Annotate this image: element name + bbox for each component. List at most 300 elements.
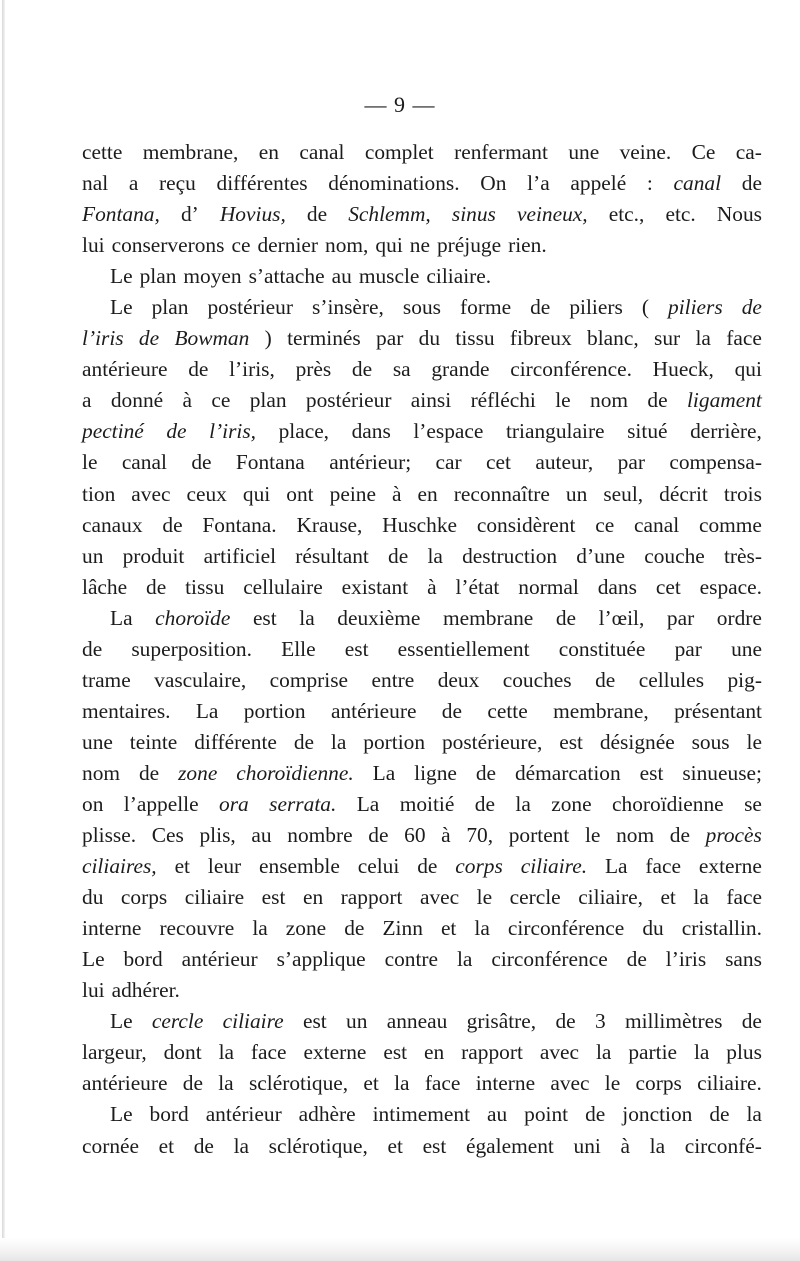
italic-word: ciliaires,	[82, 854, 157, 879]
word: est	[383, 1040, 408, 1065]
word: Le	[110, 295, 133, 320]
word: une	[568, 140, 600, 164]
word: La	[372, 760, 396, 785]
word: différentes	[216, 171, 308, 196]
word: de	[417, 854, 438, 879]
text-line	[82, 1134, 762, 1165]
word: (	[641, 295, 649, 320]
word: la	[595, 1040, 612, 1065]
italic-word: zone	[178, 760, 218, 785]
word: un	[346, 1009, 368, 1034]
word: produit	[122, 543, 185, 568]
word: et	[440, 916, 457, 941]
word: sous	[402, 295, 441, 320]
text-line	[82, 575, 762, 606]
word: est	[422, 1133, 447, 1158]
word: le	[476, 885, 493, 910]
word: jonction	[622, 1102, 693, 1127]
page-left-edge	[2, 0, 5, 1261]
word: grande	[431, 357, 490, 382]
word: Ce	[691, 140, 716, 164]
word: de	[306, 202, 328, 227]
word: canaux	[82, 512, 143, 537]
word: la	[218, 1071, 234, 1096]
word: ont	[286, 481, 314, 506]
word: décrit	[659, 481, 708, 506]
word: la	[427, 543, 443, 568]
word: sinueuse;	[682, 760, 762, 785]
word: sclérotique,	[248, 1071, 349, 1096]
word: 70,	[466, 823, 494, 848]
word: La	[195, 698, 219, 723]
italic-word: veineux,	[516, 202, 588, 227]
word: cette	[82, 140, 123, 164]
word: Le	[82, 947, 105, 972]
word: ciliaire	[184, 885, 245, 910]
text-line	[82, 202, 762, 233]
word: choroïdienne	[612, 791, 724, 816]
word: cellulaire	[243, 574, 323, 599]
word: cristallin.	[681, 916, 762, 941]
text-line	[82, 295, 762, 326]
word: ciliaire.	[426, 264, 492, 289]
word: ne	[409, 233, 430, 258]
word: le	[604, 1071, 621, 1096]
text-line	[82, 668, 762, 699]
word: forme	[460, 295, 512, 320]
word: une	[82, 729, 113, 754]
word: dont	[163, 1040, 202, 1065]
word: du	[82, 885, 104, 910]
word: l’iris	[665, 947, 707, 972]
word: blanc,	[587, 326, 639, 351]
word: de	[555, 605, 577, 630]
word: plus	[726, 1040, 762, 1065]
word: à	[391, 481, 402, 506]
word: nom	[590, 388, 629, 413]
word: de	[344, 916, 365, 941]
word: circonférence.	[510, 357, 632, 382]
word: Hueck,	[652, 357, 714, 382]
text-line	[82, 730, 762, 761]
word: anneau	[386, 1009, 448, 1034]
word: le	[555, 388, 571, 413]
word: de	[191, 450, 212, 475]
word: canal	[299, 140, 345, 164]
word: et	[387, 1133, 403, 1158]
italic-word: l’iris	[82, 326, 124, 351]
word: d’une	[576, 543, 626, 568]
word: est	[252, 605, 277, 630]
word: antérieur	[181, 947, 258, 972]
word: est	[344, 636, 369, 661]
word: différente	[194, 729, 277, 754]
word: avec	[419, 885, 460, 910]
text-line	[82, 947, 762, 978]
word: par	[674, 636, 702, 661]
word: grisâtre,	[466, 1009, 537, 1034]
word: de	[188, 357, 209, 382]
word: corps	[120, 885, 168, 910]
word: de	[441, 698, 462, 723]
word: du	[642, 916, 664, 941]
word: cet	[486, 450, 511, 475]
word: corps	[635, 1071, 682, 1096]
word: de	[351, 357, 373, 382]
italic-word: choroïde	[155, 605, 231, 630]
word: adhérer.	[111, 978, 180, 1003]
word: considèrent	[476, 512, 576, 537]
word: ainsi	[410, 388, 452, 413]
word: sans	[725, 947, 762, 972]
word: espace.	[699, 574, 762, 599]
word: veine.	[619, 140, 672, 164]
word: Fontana	[235, 450, 305, 475]
word: Fontana.	[202, 512, 277, 537]
word: dénominations.	[328, 171, 460, 196]
word: 60	[404, 823, 426, 848]
word: démarcation	[514, 760, 621, 785]
word: appelé	[570, 171, 627, 196]
word: a	[128, 171, 139, 196]
word: un	[82, 543, 104, 568]
word: artificiel	[203, 543, 277, 568]
word: près	[295, 357, 332, 382]
word: de	[709, 1102, 730, 1127]
word: ensemble	[259, 854, 340, 879]
text-line	[82, 419, 762, 450]
word: deuxième	[337, 605, 421, 630]
word: de	[530, 295, 551, 320]
word: La	[110, 605, 133, 630]
word: pig-	[727, 667, 762, 692]
text-line	[82, 792, 762, 823]
word: postérieure,	[441, 729, 543, 754]
word: partie	[628, 1040, 678, 1065]
text-line	[82, 482, 762, 513]
word: point	[524, 1102, 569, 1127]
word: teinte	[129, 729, 178, 754]
word: qui	[375, 233, 403, 258]
text-line	[82, 171, 762, 202]
word: la	[456, 947, 473, 972]
text-line	[82, 326, 762, 357]
word: auteur,	[535, 450, 594, 475]
word: le	[584, 823, 601, 848]
word: un	[565, 481, 588, 506]
word: dernier	[257, 233, 319, 258]
text-line	[82, 513, 762, 544]
word: deux	[437, 667, 480, 692]
word: adhère	[298, 1102, 356, 1127]
word: en	[424, 1040, 445, 1065]
word: et	[158, 1133, 175, 1158]
word: la	[693, 1040, 710, 1065]
italic-word: de	[741, 295, 762, 320]
italic-word: sinus	[451, 202, 496, 227]
word: reconnaître	[453, 481, 550, 506]
word: de	[474, 791, 495, 816]
word: présentant	[674, 698, 762, 723]
word: de	[555, 1009, 576, 1034]
word: :	[646, 171, 653, 196]
word: sous	[691, 729, 730, 754]
word: terminés	[287, 326, 361, 351]
word: l’a	[527, 171, 550, 196]
word: la	[233, 1133, 249, 1158]
word: face	[250, 1040, 287, 1065]
word: plisse.	[82, 823, 137, 848]
word: membrane,	[553, 698, 649, 723]
word: de	[146, 574, 167, 599]
word: largeur,	[82, 1040, 147, 1065]
text-line	[82, 978, 762, 1009]
page-number: — 9 —	[364, 92, 436, 117]
word: de	[647, 388, 668, 413]
word: également	[465, 1133, 554, 1158]
italic-word: canal	[673, 171, 722, 196]
text-line	[82, 450, 762, 481]
word: cette	[487, 698, 528, 723]
word: de	[388, 543, 409, 568]
word: en	[417, 481, 438, 506]
text-line	[82, 1071, 762, 1102]
word: uni	[573, 1133, 601, 1158]
word: Elle	[281, 636, 316, 661]
word: interne	[82, 916, 142, 941]
word: préjuge	[436, 233, 502, 258]
word: ce	[211, 388, 231, 413]
word: très-	[723, 543, 762, 568]
italic-word: choroïdienne.	[236, 760, 354, 785]
word: au	[251, 823, 272, 848]
italic-word: Hovius,	[219, 202, 286, 227]
italic-word: l’iris,	[209, 419, 257, 444]
word: existant	[341, 574, 409, 599]
text-line	[82, 1009, 762, 1040]
word: etc.,	[608, 202, 645, 227]
word: postérieur	[207, 295, 293, 320]
word: Nous	[716, 202, 762, 227]
word: comprise	[269, 667, 349, 692]
word: de	[741, 171, 762, 196]
word: muscle	[358, 264, 420, 289]
word: antérieure	[82, 1071, 168, 1096]
word: nom	[82, 760, 121, 785]
italic-word: de	[166, 419, 187, 444]
word: l’iris,	[229, 357, 275, 382]
word: avec	[131, 481, 171, 506]
word: se	[744, 791, 762, 816]
word: place,	[278, 419, 330, 444]
word: portion	[363, 729, 426, 754]
word: face	[645, 854, 682, 879]
word: est	[302, 1009, 327, 1034]
word: à	[427, 574, 437, 599]
word: donné	[110, 388, 164, 413]
word: ordre	[716, 605, 762, 630]
word: réfléchi	[470, 388, 536, 413]
word: renfermant	[454, 140, 548, 164]
word: s’insère,	[312, 295, 384, 320]
word: en	[302, 885, 324, 910]
word: lui	[82, 233, 105, 258]
word: dans	[597, 574, 637, 599]
word: sa	[392, 357, 411, 382]
word: est	[639, 760, 664, 785]
word: au	[487, 1102, 508, 1127]
word: reçu	[159, 171, 196, 196]
word: avec	[550, 1071, 590, 1096]
page-bottom-edge	[0, 1238, 800, 1261]
word: désignée	[599, 729, 675, 754]
word: situé	[627, 419, 668, 444]
word: Huschke	[382, 512, 458, 537]
word: portent	[508, 823, 570, 848]
word: On	[480, 171, 507, 196]
word: compensa-	[669, 450, 762, 475]
word: par	[666, 605, 695, 630]
word: l’appelle	[123, 791, 199, 816]
word: cercle	[509, 885, 561, 910]
word: trame	[82, 667, 131, 692]
word: circonfé-	[684, 1133, 762, 1158]
word: de	[626, 947, 647, 972]
word: au	[331, 264, 352, 289]
italic-word: Bowman	[174, 326, 250, 351]
word: par	[376, 326, 404, 351]
word: destruction	[462, 543, 558, 568]
word: leur	[207, 854, 242, 879]
word: Ces	[151, 823, 184, 848]
word: seul,	[603, 481, 644, 506]
word: qui	[242, 481, 271, 506]
text-line	[82, 854, 762, 885]
word: de	[595, 667, 616, 692]
word: interne	[475, 1071, 536, 1096]
text-line	[82, 544, 762, 575]
word: la	[474, 916, 490, 941]
word: entre	[371, 667, 415, 692]
word: par	[617, 450, 645, 475]
word: face	[726, 326, 762, 351]
word: ce	[595, 512, 615, 537]
word: celui	[357, 854, 400, 879]
word: externe	[698, 854, 762, 879]
word: une	[731, 636, 762, 661]
word: de	[162, 512, 183, 537]
word: )	[264, 326, 272, 351]
text-line	[82, 140, 762, 171]
word: la	[695, 326, 711, 351]
word: face	[424, 1071, 461, 1096]
italic-word: serrata.	[269, 791, 337, 816]
word: Le	[110, 1102, 133, 1127]
word: piliers	[569, 295, 623, 320]
word: canal	[634, 512, 680, 537]
word: constituée	[558, 636, 646, 661]
word: couche	[644, 543, 705, 568]
text-line	[82, 699, 762, 730]
word: de	[82, 636, 103, 661]
word: Zinn	[382, 916, 423, 941]
word: en	[258, 140, 279, 164]
word: zone	[285, 916, 327, 941]
word: comme	[698, 512, 762, 537]
italic-word: pectiné	[82, 419, 144, 444]
italic-word: ciliaire	[222, 1009, 284, 1034]
word: de	[193, 1133, 214, 1158]
word: rien.	[508, 233, 547, 258]
word: de	[669, 823, 690, 848]
word: nom,	[325, 233, 369, 258]
word: de	[182, 1071, 203, 1096]
word: peine	[329, 481, 376, 506]
word: La	[604, 854, 628, 879]
text-line	[82, 357, 762, 388]
word: la	[252, 916, 268, 941]
word: postérieur	[305, 388, 392, 413]
word: rapport	[461, 1040, 523, 1065]
word: tissu	[185, 574, 225, 599]
text-line	[82, 264, 762, 295]
word: ce	[231, 233, 251, 258]
word: l’espace	[413, 419, 484, 444]
word: s’attache	[248, 264, 325, 289]
word: de	[475, 760, 497, 785]
word: essentiellement	[397, 636, 530, 661]
word: de	[138, 760, 160, 785]
word: ciliaire.	[697, 1071, 762, 1096]
word: Le	[110, 1009, 133, 1034]
text-line	[82, 823, 762, 854]
word: d’	[180, 202, 199, 227]
word: et	[174, 854, 190, 879]
italic-word: Schlemm,	[348, 202, 431, 227]
word: qui	[734, 357, 762, 382]
word: plan	[151, 295, 189, 320]
word: sur	[654, 326, 681, 351]
word: à	[182, 388, 192, 413]
italic-word: ciliaire.	[520, 854, 588, 879]
word: nom	[616, 823, 655, 848]
word: lui	[82, 978, 105, 1003]
word: circonférence	[491, 947, 608, 972]
word: la	[746, 1102, 762, 1127]
word: le	[746, 729, 762, 754]
word: recouvre	[159, 916, 235, 941]
word: la	[330, 729, 347, 754]
word: antérieur;	[329, 450, 412, 475]
word: membrane	[442, 605, 534, 630]
word: derrière,	[690, 419, 762, 444]
word: s’applique	[276, 947, 366, 972]
italic-word: ora	[219, 791, 249, 816]
word: cornée	[82, 1133, 139, 1158]
word: bord	[123, 947, 163, 972]
word: antérieure	[330, 698, 417, 723]
word: est	[261, 885, 286, 910]
word: la	[218, 1040, 234, 1065]
word: antérieure	[82, 357, 168, 382]
word: sclérotique,	[268, 1133, 368, 1158]
word: est	[559, 729, 583, 754]
word: nal	[82, 171, 109, 196]
word: membrane,	[142, 140, 239, 164]
text-line	[82, 233, 762, 264]
word: de	[741, 1009, 762, 1034]
word: plan	[139, 264, 177, 289]
